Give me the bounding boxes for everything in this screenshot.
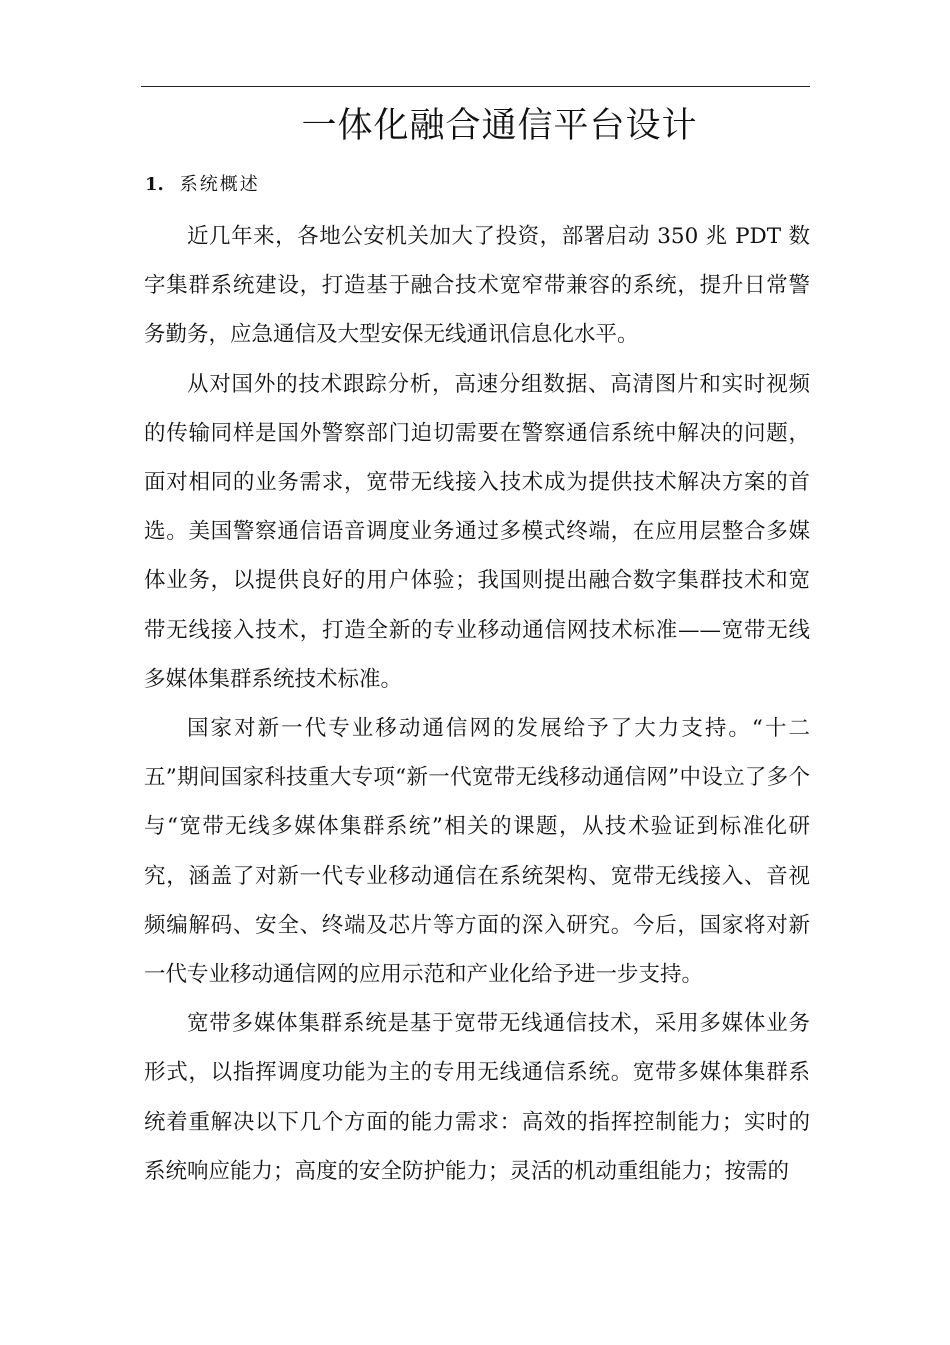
paragraph-3: 国家对新一代专业移动通信网的发展给予了大力支持。“十二五”期间国家科技重大专项“新一代宽带无线移动通信网”中设立了多个与“宽带无线多媒体集群系统”相关的课题，从技术验证到标准化研究，涵盖了对新一代专业移动通信在系统架构、宽带无线接入、音视频编解码、安全、终端及芯片等方面的深入研究。今后，国家将对新一代专业移动通信网的应用示范和产业化给予进一步支持。 bbox=[144, 716, 810, 988]
paragraph-2: 从对国外的技术跟踪分析，高速分组数据、高清图片和实时视频的传输同样是国外警察部门迫切需要在警察通信系统中解决的问题，面对相同的业务需求，宽带无线接入技术成为提供技术解决方案的首选。美国警察通信语音调度业务通过多模式终端，在应用层整合多媒体业务，以提供良好的用户体验；我国则提出融合数字集群技术和宽带无线接入技术，打造全新的专业移动通信网技术标准——宽带无线多媒体集群系统技术标准。 bbox=[144, 371, 810, 692]
section-number: 1. bbox=[145, 174, 164, 195]
header-rule bbox=[141, 86, 810, 87]
paragraph-4: 宽带多媒体集群系统是基于宽带无线通信技术，采用多媒体业务形式，以指挥调度功能为主的专用无线通信系统。宽带多媒体集群系统着重解决以下几个方面的能力需求：高效的指挥控制能力；实时的系统响应能力；高度的安全防护能力；灵活的机动重组能力；按需的 bbox=[144, 1011, 810, 1184]
paragraph-1: 近几年来，各地公安机关加大了投资，部署启动 350 兆 PDT 数字集群系统建设，打造基于融合技术宽窄带兼容的系统，提升日常警务勤务，应急通信及大型安保无线通讯信息化水平。 bbox=[144, 224, 810, 348]
section-label: 系统概述 bbox=[179, 174, 260, 195]
document-title: 一体化融合通信平台设计 bbox=[301, 106, 698, 146]
section-heading bbox=[145, 170, 260, 200]
document-body bbox=[144, 212, 810, 1196]
